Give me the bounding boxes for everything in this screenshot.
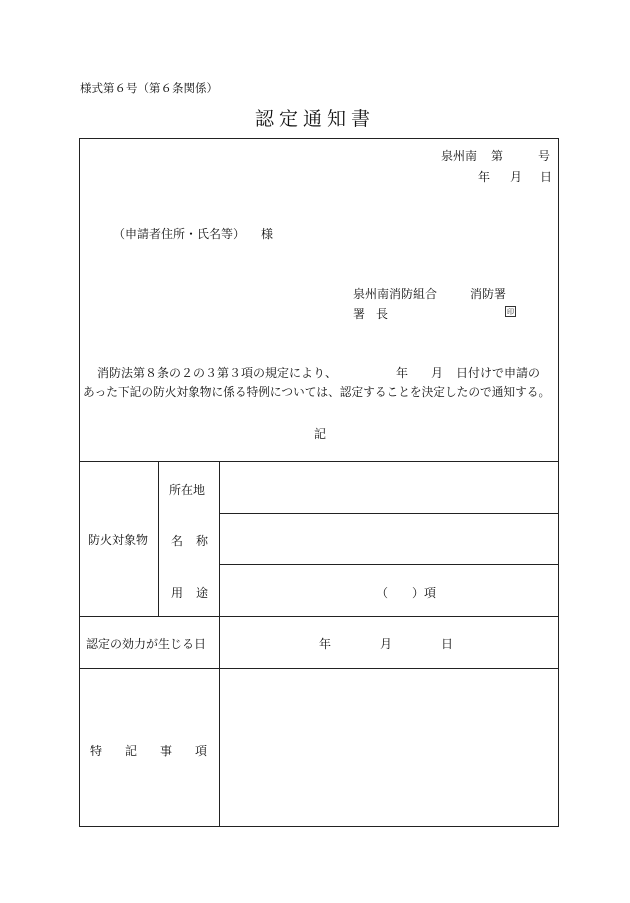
divider-location: [219, 513, 558, 514]
date-year: 年: [478, 170, 491, 184]
location-label: 所在地: [169, 483, 206, 497]
body-line2: あった下記の防火対象物に係る特例については、認定することを決定したので通知する。: [83, 385, 551, 399]
issuer-org: 泉州南消防組合: [353, 287, 438, 301]
issuer-chief-1: 署: [353, 307, 366, 321]
issuer-station: 消防署: [470, 287, 507, 301]
divider-name: [219, 564, 558, 565]
remarks-label-2: 記: [125, 744, 138, 758]
effective-day: 日: [441, 637, 454, 651]
page-title: 認定通知書: [254, 108, 375, 130]
seal-icon: 印: [507, 308, 514, 316]
use-label-1: 用: [171, 586, 184, 600]
addressee-label: （申請者住所・氏名等）: [113, 227, 246, 241]
body-line1-year: 年: [396, 366, 409, 380]
effective-label: 認定の効力が生じる日: [86, 637, 207, 651]
name-label-1: 名: [171, 534, 184, 548]
doc-number-dai: 第: [491, 149, 504, 163]
body-ki: 記: [314, 427, 327, 441]
doc-number-go: 号: [538, 149, 551, 163]
date-month: 月: [510, 170, 523, 184]
issuer-chief-2: 長: [376, 307, 389, 321]
divider-effective: [80, 668, 558, 669]
effective-year: 年: [319, 637, 332, 651]
addressee-honorific: 様: [261, 227, 274, 241]
doc-number-prefix: 泉州南: [441, 149, 478, 163]
group-label: 防火対象物: [88, 533, 149, 547]
use-value: （ ）項: [376, 586, 437, 600]
use-label-2: 途: [196, 586, 209, 600]
form-frame: [79, 138, 559, 827]
effective-month: 月: [380, 637, 393, 651]
date-day: 日: [540, 170, 553, 184]
body-line1-b: 日付けで申請の: [456, 366, 541, 380]
body-line1-month: 月: [431, 366, 444, 380]
name-label-2: 称: [196, 534, 209, 548]
body-line1-a: 消防法第８条の２の３第３項の規定により、: [97, 366, 338, 380]
remarks-label-1: 特: [90, 744, 103, 758]
form-number: 様式第６号（第６条関係）: [80, 81, 218, 95]
divider-use: [80, 616, 558, 617]
remarks-label-3: 事: [160, 744, 173, 758]
divider-col-group: [158, 461, 159, 616]
divider-header: [80, 461, 558, 462]
remarks-label-4: 項: [195, 744, 208, 758]
divider-col-label: [219, 461, 220, 826]
